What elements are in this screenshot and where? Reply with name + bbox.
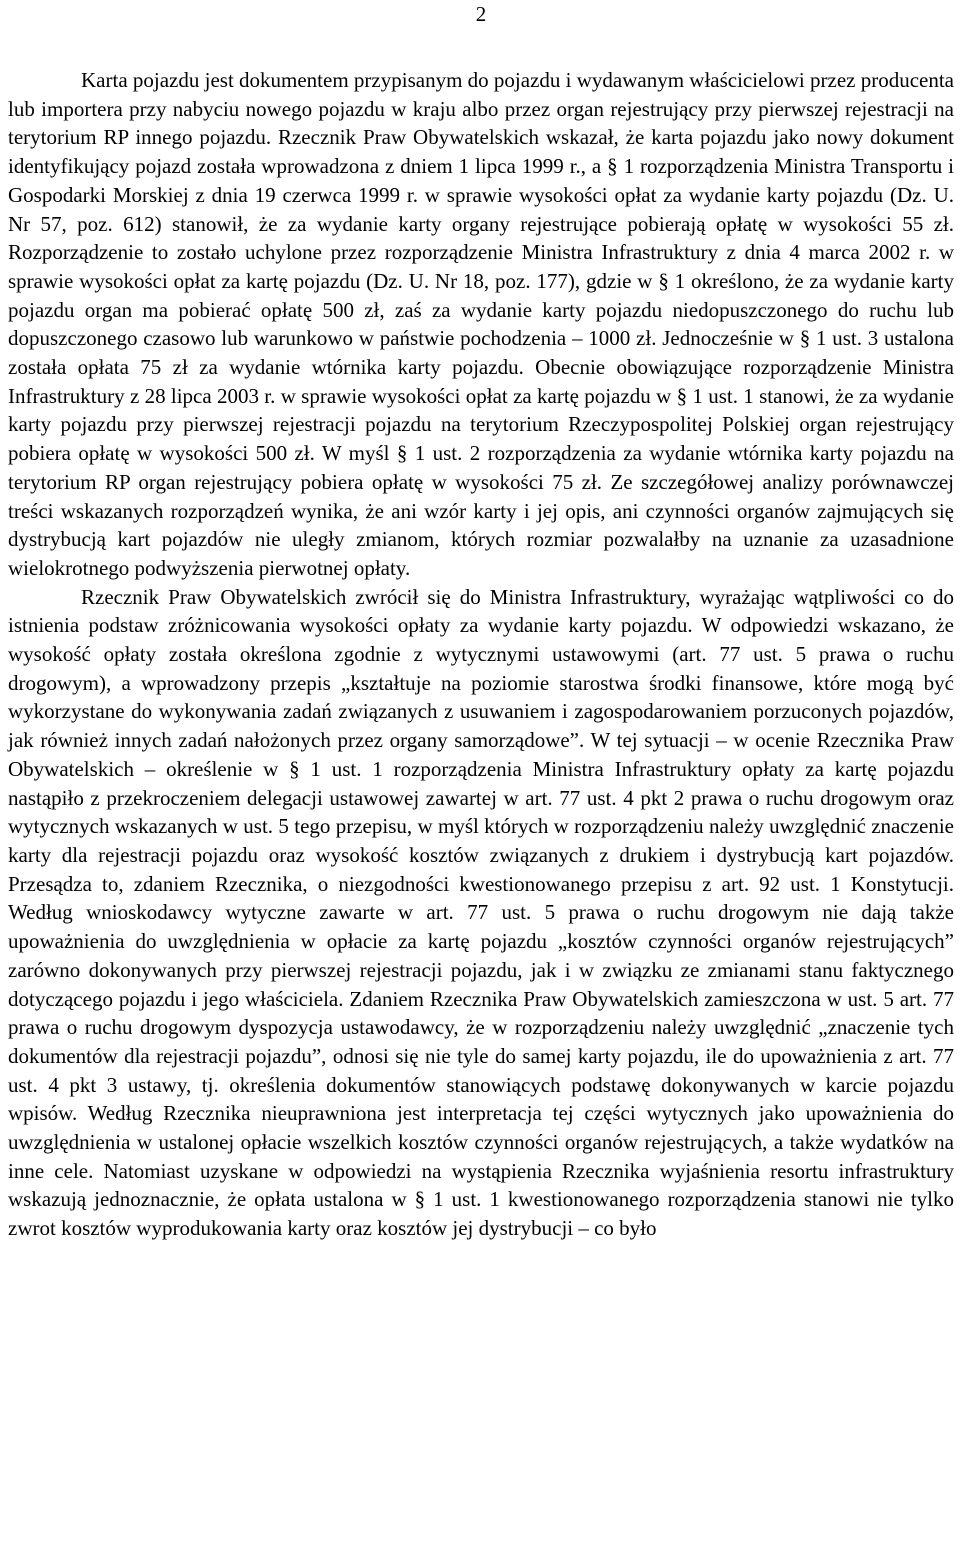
paragraph-vehicle-card-fees: Karta pojazdu jest dokumentem przypisanym do pojazdu i wydawanym właścicielowi przez producenta lub importera przy nabyciu nowego pojazdu w kraju albo przez organ rejestrujący przy pierwszej rejestracji na terytorium RP innego pojazdu. Rzecznik Praw Obywatelskich wskazał, że karta pojazdu jako nowy dokument identyfikujący pojazd została wprowadzona z dniem 1 lipca 1999 r., a § 1 rozporządzenia Ministra Transportu i Gospodarki Morskiej z dnia 19 czerwca 1999 r. w sprawie wysokości opłat za wydanie karty pojazdu (Dz. U. Nr 57, poz. 612) stanowił, że za wydanie karty organy rejestrujące pobierają opłatę w wysokości 55 zł. Rozporządzenie to zostało uchylone przez rozporządzenie Ministra Infrastruktury z dnia 4 marca 2002 r. w sprawie wysokości opłat za kartę pojazdu (Dz. U. Nr 18, poz. 177), gdzie w § 1 określono, że za wydanie karty pojazdu organ ma pobierać opłatę 500 zł, zaś za wydanie karty pojazdu niedopuszczonego do ruchu lub dopuszczonego czasowo lub warunkowo w państwie pochodzenia – 1000 zł. Jednocześnie w § 1 ust. 3 ustalona została opłata 75 zł za wydanie wtórnika karty pojazdu. Obecnie obowiązujące rozporządzenie Ministra Infrastruktury z 28 lipca 2003 r. w sprawie wysokości opłat za kartę pojazdu w § 1 ust. 1 stanowi, że za wydanie karty pojazdu przy pierwszej rejestracji pojazdu na terytorium Rzeczypospolitej Polskiej organ rejestrujący pobiera opłatę w wysokości 500 zł. W myśl § 1 ust. 2 rozporządzenia za wydanie wtórnika karty pojazdu na terytorium RP organ rejestrujący pobiera opłatę w wysokości 75 zł. Ze szczegółowej analizy porównawczej treści wskazanych rozporządzeń wynika, że ani wzór karty i jej opis, ani czynności organów zajmujących się dystrybucją kart pojazdów nie uległy zmianom, których rozmiar pozwalałby na uznanie za uzasadnione wielokrotnego podwyższenia pierwotnej opłaty.: [8, 68, 954, 580]
document-body: [8, 66, 954, 1243]
paragraph-ombudsman-complaint: Rzecznik Praw Obywatelskich zwrócił się do Ministra Infrastruktury, wyrażając wątpliwości co do istnienia podstaw zróżnicowania wysokości opłaty za wydanie karty pojazdu. W odpowiedzi wskazano, że wysokość opłaty została określona zgodnie z wytycznymi ustawowymi (art. 77 ust. 5 prawa o ruchu drogowym), a wprowadzony przepis „kształtuje na poziomie starostwa środki finansowe, które mogą być wykorzystane do wykonywania zadań związanych z usuwaniem i zagospodarowaniem porzuconych pojazdów, jak również innych zadań nałożonych przez organy samorządowe”. W tej sytuacji – w ocenie Rzecznika Praw Obywatelskich – określenie w § 1 ust. 1 rozporządzenia Ministra Infrastruktury opłaty za kartę pojazdu nastąpiło z przekroczeniem delegacji ustawowej zawartej w art. 77 ust. 4 pkt 2 prawa o ruchu drogowym oraz wytycznych wskazanych w ust. 5 tego przepisu, w myśl których w rozporządzeniu należy uwzględnić znaczenie karty dla rejestracji pojazdu oraz wysokość kosztów związanych z drukiem i dystrybucją kart pojazdów. Przesądza to, zdaniem Rzecznika, o niezgodności kwestionowanego przepisu z art. 92 ust. 1 Konstytucji. Według wnioskodawcy wytyczne zawarte w art. 77 ust. 5 prawa o ruchu drogowym nie dają także upoważnienia do uwzględnienia w opłacie za kartę pojazdu „kosztów czynności organów rejestrujących” zarówno dokonywanych przy pierwszej rejestracji pojazdu, jak i w związku ze zmianami stanu faktycznego dotyczącego pojazdu i jego właściciela. Zdaniem Rzecznika Praw Obywatelskich zamieszczona w ust. 5 art. 77 prawa o ruchu drogowym dyspozycja ustawodawcy, że w rozporządzeniu należy uwzględnić „znaczenie tych dokumentów dla rejestracji pojazdu”, odnosi się nie tyle do samej karty pojazdu, ile do upoważnienia z art. 77 ust. 4 pkt 3 ustawy, tj. określenia dokumentów stanowiących podstawę dokonywanych w karcie pojazdu wpisów. Według Rzecznika nieuprawniona jest interpretacja tej części wytycznych jako upoważnienia do uwzględnienia w ustalonej opłacie wszelkich kosztów czynności organów rejestrujących, a także wydatków na inne cele. Natomiast uzyskane w odpowiedzi na wystąpienia Rzecznika wyjaśnienia resortu infrastruktury wskazują jednoznacznie, że opłata ustalona w § 1 ust. 1 kwestionowanego rozporządzenia stanowi nie tylko zwrot kosztów wyprodukowania karty oraz kosztów jej dystrybucji – co było: [8, 584, 954, 1241]
page-number: 2: [475, 2, 487, 26]
